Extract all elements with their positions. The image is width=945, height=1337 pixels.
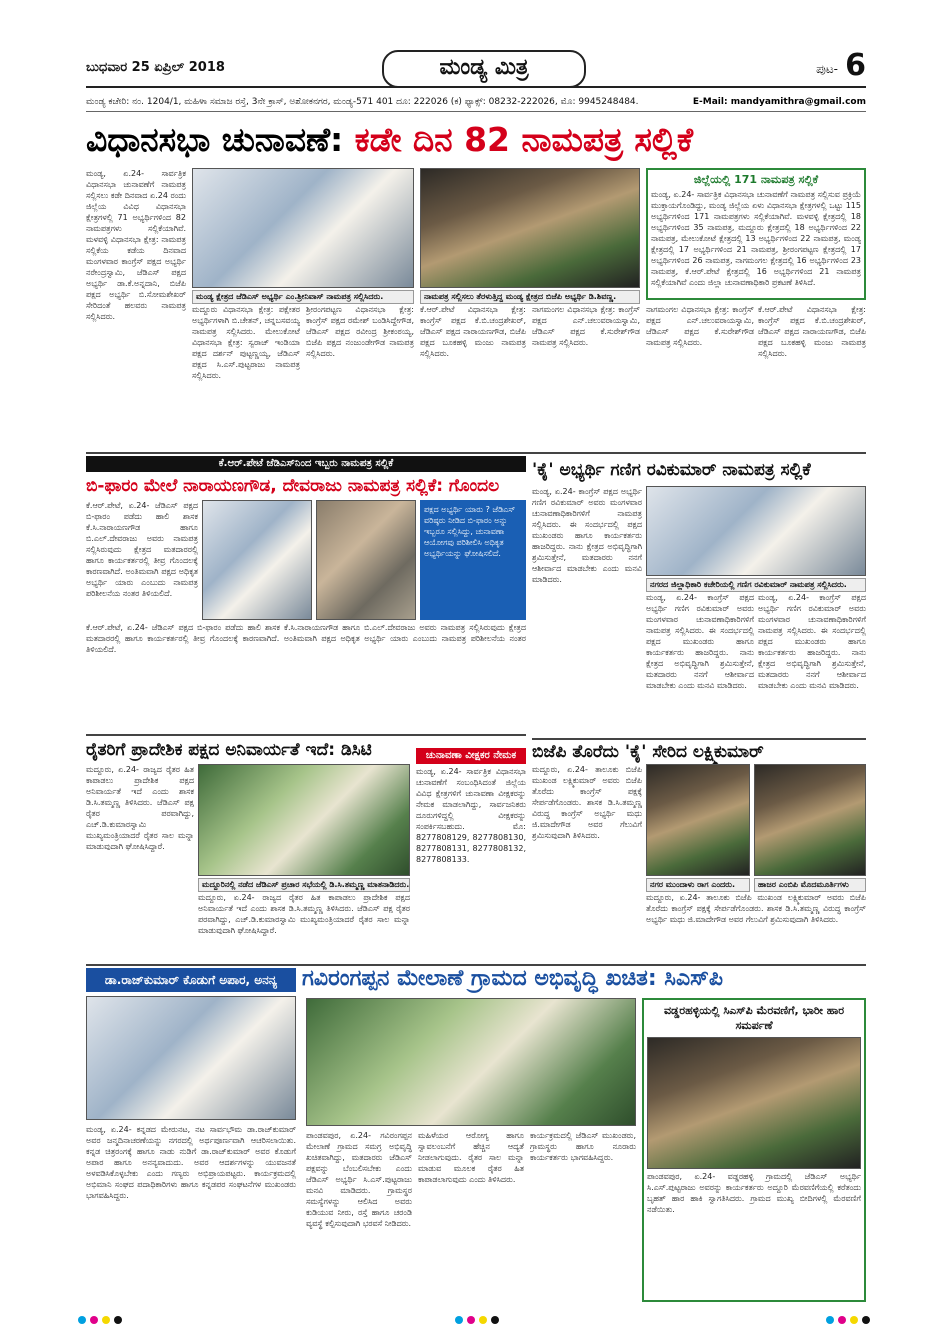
krpete-photo-2 [316,500,416,620]
registration-mark [491,1316,499,1324]
story1-col4: ಕೆ.ಆರ್.ಪೇಟೆ ವಿಧಾನಸಭಾ ಕ್ಷೇತ್ರ: ಕಾಂಗ್ರೆಸ್ ಪಕ್ಷದ ಕೆ.ಬಿ.ಚಂದ್ರಶೇಖರ್, ಜೆಡಿಎಸ್ ಪಕ್ಷದ ನಾರಾಯಣಗೌಡ, ಬಿಜೆಪಿ ಪಕ್ಷದ ಬೂಕಹಳ್ಳಿ ಮಂಜು ನಾಮಪತ್ರ ಸಲ್ಲಿಸಿದರು. [420,305,526,358]
story1-caption-2: ನಾಮಪತ್ರ ಸಲ್ಲಿಸಲು ತೆರಳುತ್ತಿದ್ದ ಮಂಡ್ಯ ಕ್ಷೇತ್ರದ ಬಿಜೆಪಿ ಅಭ್ಯರ್ಥಿ ಡಿ.ಶಿವಣ್ಣ. [420,290,640,304]
vaddarahalli-photo [647,1037,861,1169]
registration-mark [114,1316,122,1324]
newspaper-title: ಮಂಡ್ಯ ಮಿತ್ರ [382,50,586,88]
office-address-bar [86,94,866,112]
ravikumar-text-2: ಮಂಡ್ಯ, ಏ.24- ಕಾಂಗ್ರೆಸ್ ಪಕ್ಷದ ಅಭ್ಯರ್ಥಿ ಗಣಿಗ ರವಿಕುಮಾರ್ ಅವರು ಮಂಗಳವಾರ ಚುನಾವಣಾಧಿಕಾರಿಗಳಿಗೆ ನಾಮಪತ್ರ ಸಲ್ಲಿಸಿದರು. ಈ ಸಂದರ್ಭದಲ್ಲಿ ಪಕ್ಷದ ಮುಖಂಡರು ಹಾಗೂ ಕಾರ್ಯಕರ್ತರು ಹಾಜರಿದ್ದರು. ನಾನು ಕ್ಷೇತ್ರದ ಅಭಿವೃದ್ಧಿಗಾಗಿ ಶ್ರಮಿಸುತ್ತೇನೆ, ಮತದಾರರು ನನಗೆ ಆಶೀರ್ವಾದ ಮಾಡಬೇಕು ಎಂದು ಮನವಿ ಮಾಡಿದರು. [646,593,754,690]
story1-caption-1: ಮಂಡ್ಯ ಕ್ಷೇತ್ರದ ಜೆಡಿಎಸ್ ಅಭ್ಯರ್ಥಿ ಎಂ.ಶ್ರೀನಿವಾಸ್ ನಾಮಪತ್ರ ಸಲ್ಲಿಸಿದರು. [192,290,414,304]
email-address: E-Mail: mandyamithra@gmail.com [692,97,866,107]
main-headline [86,118,866,162]
rajkumar-text: ಮಂಡ್ಯ, ಏ.24- ಕನ್ನಡದ ಮೇರುನಟ, ನಟ ಸಾರ್ವಭೌಮ ಡಾ.ರಾಜ್‌ಕುಮಾರ್ ಅವರ ಜನ್ಮದಿನಾಚರಣೆಯನ್ನು ನಗರದಲ್ಲಿ ಅರ್ಥಪೂರ್ಣವಾಗಿ ಆಚರಿಸಲಾಯಿತು. ಕನ್ನಡ ಚಿತ್ರರಂಗಕ್ಕೆ ಹಾಗೂ ನಾಡು ನುಡಿಗೆ ಡಾ.ರಾಜ್‌ಕುಮಾರ್ ಅವರ ಕೊಡುಗೆ ಅಪಾರ ಹಾಗೂ ಅನನ್ಯವಾದುದು. ಅವರ ಆದರ್ಶಗಳನ್ನು ಯುವಜನತೆ ಅಳವಡಿಸಿಕೊಳ್ಳಬೇಕು ಎಂದು ಗಣ್ಯರು ಅಭಿಪ್ರಾಯಪಟ್ಟರು. ಕಾರ್ಯಕ್ರಮದಲ್ಲಿ ಅಭಿಮಾನಿ ಸಂಘದ ಪದಾಧಿಕಾರಿಗಳು ಹಾಗೂ ಕನ್ನಡಪರ ಸಂಘಟನೆಗಳ ಮುಖಂಡರು ಭಾಗವಹಿಸಿದ್ದರು. [86,1125,296,1200]
rajkumar-photo [86,996,296,1120]
dct-caption: ಮದ್ದೂರಿನಲ್ಲಿ ನಡೆದ ಜೆಡಿಎಸ್ ಪ್ರಚಾರ ಸಭೆಯಲ್ಲಿ ಡಿ.ಸಿ.ತಮ್ಮಣ್ಣ ಮಾತನಾಡಿದರು. [198,878,410,892]
vaddarahalli-headline: ವಡ್ಡರಹಳ್ಳಿಯಲ್ಲಿ ಸಿಎಸ್‌ಪಿ ಮೆರವಣಿಗೆ, ಭಾರೀ ಹಾರ ಸಮರ್ಪಣೆ [663,1004,845,1032]
vaddarahalli-text: ಪಾಂಡವಪುರ, ಏ.24- ವಡ್ಡರಹಳ್ಳಿ ಗ್ರಾಮದಲ್ಲಿ ಜೆಡಿಎಸ್ ಅಭ್ಯರ್ಥಿ ಸಿ.ಎಸ್.ಪುಟ್ಟರಾಜು ಅವರನ್ನು ಕಾರ್ಯಕರ್ತರು ಅದ್ದೂರಿ ಮೆರವಣಿಗೆಯಲ್ಲಿ ಕರೆತಂದು ಬೃಹತ್ ಹಾರ ಹಾಕಿ ಸ್ವಾಗತಿಸಿದರು. ಗ್ರಾಮದ ಮುಖ್ಯ ಬೀದಿಗಳಲ್ಲಿ ಮೆರವಣಿಗೆ ನಡೆಯಿತು. [647,1172,861,1214]
issue-date: ಬುಧವಾರ 25 ಏಪ್ರಿಲ್ 2018 [86,60,225,75]
district-box-title: ಜಿಲ್ಲೆಯಲ್ಲಿ 171 ನಾಮಪತ್ರ ಸಲ್ಲಿಕೆ [693,173,819,186]
csp-col3: ಕಾರ್ಯಕ್ರಮದಲ್ಲಿ ಜೆಡಿಎಸ್ ಮುಖಂಡರು, ಗ್ರಾಮಸ್ಥರು ಹಾಗೂ ನೂರಾರು ಕಾರ್ಯಕರ್ತರು ಭಾಗವಹಿಸಿದ್ದರು. [530,1131,636,1162]
csp-photo [306,998,636,1126]
registration-mark [838,1316,846,1324]
divider [86,734,526,736]
registration-mark [479,1316,487,1324]
registration-mark [90,1316,98,1324]
csp-col1: ಪಾಂಡವಪುರ, ಏ.24- ಗವಿರಂಗಪ್ಪನ ಮೇಲಾಣೆ ಗ್ರಾಮದ ಸಮಗ್ರ ಅಭಿವೃದ್ಧಿ ಖಚಿತವಾಗಿದ್ದು, ಮತದಾರರು ಜೆಡಿಎಸ್ ಪಕ್ಷವನ್ನು ಬೆಂಬಲಿಸಬೇಕು ಎಂದು ಜೆಡಿಎಸ್ ಅಭ್ಯರ್ಥಿ ಸಿ.ಎಸ್.ಪುಟ್ಟರಾಜು ಮನವಿ ಮಾಡಿದರು. ಗ್ರಾಮಸ್ಥರ ಸಮಸ್ಯೆಗಳನ್ನು ಆಲಿಸಿದ ಅವರು ಕುಡಿಯುವ ನೀರು, ರಸ್ತೆ ಹಾಗೂ ಚರಂಡಿ ವ್ಯವಸ್ಥೆ ಕಲ್ಪಿಸುವುದಾಗಿ ಭರವಸೆ ನೀಡಿದರು. [306,1131,412,1228]
krpete-kicker: ಕೆ.ಆರ್.ಪೇಟೆ ಜೆಡಿಎಸ್‌ನಿಂದ ಇಬ್ಬರು ನಾಮಪತ್ರ ಸಲ್ಲಿಕೆ [86,456,526,472]
dct-photo [198,764,410,876]
rajkumar-headline: ಡಾ.ರಾಜ್‌ಕುಮಾರ್ ಕೊಡುಗೆ ಅಪಾರ, ಅನನ್ಯ [86,968,296,992]
laxmikumar-photo-2 [754,764,866,876]
registration-mark [467,1316,475,1324]
observer-kicker: ಚುನಾವಣಾ ವೀಕ್ಷಕರ ನೇಮಕ [416,748,526,764]
headline-part2: ಕಡೇ ದಿನ 82 ನಾಮಪತ್ರ ಸಲ್ಲಿಕೆ [354,120,694,159]
vaddarahalli-box [642,998,866,1302]
headline-part1: ವಿಧಾನಸಭಾ ಚುನಾವಣೆ: [86,120,344,159]
csp-headline: ಗವಿರಂಗಪ್ಪನ ಮೇಲಾಣೆ ಗ್ರಾಮದ ಅಭಿವೃದ್ಧಿ ಖಚಿತ: ಸಿಎಸ್‌ಪಿ [302,966,724,991]
dct-headline: ರೈತರಿಗೆ ಪ್ರಾದೇಶಿಕ ಪಕ್ಷದ ಅನಿವಾರ್ಯತೆ ಇದೆ: ಡಿಸಿಟಿ [86,740,372,760]
registration-mark [455,1316,463,1324]
laxmikumar-caption-1: ನಗರ ಮುಂದಾಳು ರಾಗ ಎಂದರು. [646,878,750,892]
story1-col2: ಮದ್ದೂರು ವಿಧಾನಸಭಾ ಕ್ಷೇತ್ರ: ಪಕ್ಷೇತರ ಅಭ್ಯರ್ಥಿಗಳಾಗಿ ಬಿ.ಚೇತನ್, ಚನ್ನಬಸವಯ್ಯ ನಾಮಪತ್ರ ಸಲ್ಲಿಸಿದರು. ಮೇಲುಕೋಟೆ ವಿಧಾನಸಭಾ ಕ್ಷೇತ್ರ: ಸ್ವರಾಜ್ ಇಂಡಿಯಾ ಪಕ್ಷದ ದರ್ಶನ್ ಪುಟ್ಟಣ್ಣಯ್ಯ, ಜೆಡಿಎಸ್ ಪಕ್ಷದ ಸಿ.ಎಸ್.ಪುಟ್ಟರಾಜು ನಾಮಪತ್ರ ಸಲ್ಲಿಸಿದರು. [192,305,300,380]
csp-col2: ಮಹಿಳೆಯರ ಆರೋಗ್ಯ ಹಾಗೂ ಸ್ವಾವಲಂಬನೆಗೆ ಹೆಚ್ಚಿನ ಆದ್ಯತೆ ನೀಡಲಾಗುವುದು. ರೈತರ ಸಾಲ ಮನ್ನಾ ಮಾಡುವ ಮೂಲಕ ರೈತರ ಹಿತ ಕಾಪಾಡಲಾಗುವುದು ಎಂದು ತಿಳಿಸಿದರು. [418,1131,524,1184]
krpete-headline: ಬಿ-ಫಾರಂ ಮೇಲೆ ನಾರಾಯಣಗೌಡ, ದೇವರಾಜು ನಾಮಪತ್ರ ಸಲ್ಲಿಕೆ: ಗೊಂದಲ [86,476,500,496]
page-number: 6 [845,48,866,83]
story1-lead: ಮಂಡ್ಯ, ಏ.24- ಸಾರ್ವತ್ರಿಕ ವಿಧಾನಸಭಾ ಚುನಾವಣೆಗೆ ನಾಮಪತ್ರ ಸಲ್ಲಿಸಲು ಕಡೇ ದಿನವಾದ ಏ.24 ರಂದು ಜಿಲ್ಲೆಯ ವಿವಿಧ ವಿಧಾನಸಭಾ ಕ್ಷೇತ್ರಗಳಲ್ಲಿ 71 ಅಭ್ಯರ್ಥಿಗಳಿಂದ 82 ನಾಮಪತ್ರಗಳು ಸಲ್ಲಿಕೆಯಾಗಿವೆ. ಮಳವಳ್ಳಿ ವಿಧಾನಸಭಾ ಕ್ಷೇತ್ರ: ನಾಮಪತ್ರ ಸಲ್ಲಿಕೆಯ ಕಡೆಯ ದಿನವಾದ ಮಂಗಳವಾರ ಕಾಂಗ್ರೆಸ್ ಪಕ್ಷದ ಅಭ್ಯರ್ಥಿ ನರೇಂದ್ರಸ್ವಾಮಿ, ಜೆಡಿಎಸ್ ಪಕ್ಷದ ಅಭ್ಯರ್ಥಿ ಡಾ.ಕೆ.ಅನ್ನದಾನಿ, ಬಿಜೆಪಿ ಪಕ್ಷದ ಅಭ್ಯರ್ಥಿ ಬಿ.ಸೋಮಶೇಖರ್ ಸೇರಿದಂತೆ ಹಲವರು ನಾಮಪತ್ರ ಸಲ್ಲಿಸಿದರು. [86,169,186,321]
story1-col6: ನಾಗಮಂಗಲ ವಿಧಾನಸಭಾ ಕ್ಷೇತ್ರ: ಕಾಂಗ್ರೆಸ್ ಪಕ್ಷದ ಎನ್.ಚಲುವರಾಯಸ್ವಾಮಿ, ಜೆಡಿಎಸ್ ಪಕ್ಷದ ಕೆ.ಸುರೇಶ್‌ಗೌಡ ನಾಮಪತ್ರ ಸಲ್ಲಿಸಿದರು. [646,305,754,347]
district-summary-box [646,168,866,300]
laxmikumar-photo-1 [646,764,750,876]
registration-mark [102,1316,110,1324]
laxmikumar-text: ಮದ್ದೂರು, ಏ.24- ತಾಲೂಕು ಬಿಜೆಪಿ ಮುಖಂಡ ಲಕ್ಷ್ಮಿಕುಮಾರ್ ಅವರು ಬಿಜೆಪಿ ತೊರೆದು ಕಾಂಗ್ರೆಸ್ ಪಕ್ಷಕ್ಕೆ ಸೇರ್ಪಡೆಗೊಂಡರು. ಶಾಸಕ ಡಿ.ಸಿ.ತಮ್ಮಣ್ಣ ವಿರುದ್ಧ ಕಾಂಗ್ರೆಸ್ ಅಭ್ಯರ್ಥಿ ಮಧು ಜಿ.ಮಾದೇಗೌಡ ಅವರ ಗೆಲುವಿಗೆ ಶ್ರಮಿಸುವುದಾಗಿ ತಿಳಿಸಿದರು. [532,765,642,840]
ravikumar-text-3: ಮಂಡ್ಯ, ಏ.24- ಕಾಂಗ್ರೆಸ್ ಪಕ್ಷದ ಅಭ್ಯರ್ಥಿ ಗಣಿಗ ರವಿಕುಮಾರ್ ಅವರು ಮಂಗಳವಾರ ಚುನಾವಣಾಧಿಕಾರಿಗಳಿಗೆ ನಾಮಪತ್ರ ಸಲ್ಲಿಸಿದರು. ಈ ಸಂದರ್ಭದಲ್ಲಿ ಪಕ್ಷದ ಮುಖಂಡರು ಹಾಗೂ ಕಾರ್ಯಕರ್ತರು ಹಾಜರಿದ್ದರು. ನಾನು ಕ್ಷೇತ್ರದ ಅಭಿವೃದ್ಧಿಗಾಗಿ ಶ್ರಮಿಸುತ್ತೇನೆ, ಮತದಾರರು ನನಗೆ ಆಶೀರ್ವಾದ ಮಾಡಬೇಕು ಎಂದು ಮನವಿ ಮಾಡಿದರು. [758,593,866,690]
registration-mark [78,1316,86,1324]
ravikumar-headline: 'ಕೈ' ಅಭ್ಯರ್ಥಿ ಗಣಿಗ ರವಿಕುಮಾರ್ ನಾಮಪತ್ರ ಸಲ್ಲಿಕೆ [532,460,811,480]
story1-col7: ಕೆ.ಆರ್.ಪೇಟೆ ವಿಧಾನಸಭಾ ಕ್ಷೇತ್ರ: ಕಾಂಗ್ರೆಸ್ ಪಕ್ಷದ ಕೆ.ಬಿ.ಚಂದ್ರಶೇಖರ್, ಜೆಡಿಎಸ್ ಪಕ್ಷದ ನಾರಾಯಣಗೌಡ, ಬಿಜೆಪಿ ಪಕ್ಷದ ಬೂಕಹಳ್ಳಿ ಮಂಜು ನಾಮಪತ್ರ ಸಲ್ಲಿಸಿದರು. [758,305,866,358]
krpete-photo-1 [202,500,312,620]
krpete-text-1: ಕೆ.ಆರ್.ಪೇಟೆ, ಏ.24- ಜೆಡಿಎಸ್ ಪಕ್ಷದ ಬಿ-ಫಾರಂ ಪಡೆದು ಹಾಲಿ ಶಾಸಕ ಕೆ.ಸಿ.ನಾರಾಯಣಗೌಡ ಹಾಗೂ ಬಿ.ಎಲ್.ದೇವರಾಜು ಅವರು ನಾಮಪತ್ರ ಸಲ್ಲಿಸಿರುವುದು ಕ್ಷೇತ್ರದ ಮತದಾರರಲ್ಲಿ ಹಾಗೂ ಕಾರ್ಯಕರ್ತರಲ್ಲಿ ತೀವ್ರ ಗೊಂದಲಕ್ಕೆ ಕಾರಣವಾಗಿದೆ. ಅಂತಿಮವಾಗಿ ಪಕ್ಷದ ಅಧಿಕೃತ ಅಭ್ಯರ್ಥಿ ಯಾರು ಎಂಬುದು ನಾಮಪತ್ರ ಪರಿಶೀಲನೆಯ ನಂತರ ತಿಳಿಯಲಿದೆ. [86,501,198,598]
district-box-text: ಮಂಡ್ಯ, ಏ.24- ಸಾರ್ವತ್ರಿಕ ವಿಧಾನಸಭಾ ಚುನಾವಣೆಗೆ ನಾಮಪತ್ರ ಸಲ್ಲಿಸುವ ಪ್ರಕ್ರಿಯೆ ಮುಕ್ತಾಯಗೊಂಡಿದ್ದು, ಮಂಡ್ಯ ಜಿಲ್ಲೆಯ ಏಳು ವಿಧಾನಸಭಾ ಕ್ಷೇತ್ರಗಳಲ್ಲಿ ಒಟ್ಟು 115 ಅಭ್ಯರ್ಥಿಗಳಿಂದ 171 ನಾಮಪತ್ರಗಳು ಸಲ್ಲಿಕೆಯಾಗಿವೆ. ಮಳವಳ್ಳಿ ಕ್ಷೇತ್ರದಲ್ಲಿ 18 ಅಭ್ಯರ್ಥಿಗಳಿಂದ 35 ನಾಮಪತ್ರ, ಮದ್ದೂರು ಕ್ಷೇತ್ರದಲ್ಲಿ 18 ಅಭ್ಯರ್ಥಿಗಳಿಂದ 22 ನಾಮಪತ್ರ, ಮೇಲುಕೋಟೆ ಕ್ಷೇತ್ರದಲ್ಲಿ 13 ಅಭ್ಯರ್ಥಿಗಳಿಂದ 22 ನಾಮಪತ್ರ, ಮಂಡ್ಯ ಕ್ಷೇತ್ರದಲ್ಲಿ 17 ಅಭ್ಯರ್ಥಿಗಳಿಂದ 21 ನಾಮಪತ್ರ, ಶ್ರೀರಂಗಪಟ್ಟಣ ಕ್ಷೇತ್ರದಲ್ಲಿ 17 ಅಭ್ಯರ್ಥಿಗಳಿಂದ 26 ನಾಮಪತ್ರ, ನಾಗಮಂಗಲ ಕ್ಷೇತ್ರದಲ್ಲಿ 16 ಅಭ್ಯರ್ಥಿಗಳಿಂದ 23 ನಾಮಪತ್ರ, ಕೆ.ಆರ್.ಪೇಟೆ ಕ್ಷೇತ್ರದಲ್ಲಿ 16 ಅಭ್ಯರ್ಥಿಗಳಿಂದ 21 ನಾಮಪತ್ರ ಸಲ್ಲಿಕೆಯಾಗಿವೆ ಎಂದು ಜಿಲ್ಲಾ ಚುನಾವಣಾಧಿಕಾರಿ ಪ್ರಕಟಣೆ ತಿಳಿಸಿದೆ. [651,190,861,287]
registration-mark [826,1316,834,1324]
registration-mark [862,1316,870,1324]
story1-photo-1 [192,168,414,288]
page-label: ಪುಟ- [816,62,838,76]
laxmikumar-caption-2: ಹಾಜರ ಎಂಬಿಪಿ ಮೊದಮೂರ್ತಿಗಳು [754,878,866,892]
story1-photo-2 [420,168,640,288]
divider [86,452,866,454]
story1-col5: ನಾಗಮಂಗಲ ವಿಧಾನಸಭಾ ಕ್ಷೇತ್ರ: ಕಾಂಗ್ರೆಸ್ ಪಕ್ಷದ ಎನ್.ಚಲುವರಾಯಸ್ವಾಮಿ, ಜೆಡಿಎಸ್ ಪಕ್ಷದ ಕೆ.ಸುರೇಶ್‌ಗೌಡ ನಾಮಪತ್ರ ಸಲ್ಲಿಸಿದರು. [532,305,640,347]
krpete-text-2: ಕೆ.ಆರ್.ಪೇಟೆ, ಏ.24- ಜೆಡಿಎಸ್ ಪಕ್ಷದ ಬಿ-ಫಾರಂ ಪಡೆದು ಹಾಲಿ ಶಾಸಕ ಕೆ.ಸಿ.ನಾರಾಯಣಗೌಡ ಹಾಗೂ ಬಿ.ಎಲ್.ದೇವರಾಜು ಅವರು ನಾಮಪತ್ರ ಸಲ್ಲಿಸಿರುವುದು ಕ್ಷೇತ್ರದ ಮತದಾರರಲ್ಲಿ ಹಾಗೂ ಕಾರ್ಯಕರ್ತರಲ್ಲಿ ತೀವ್ರ ಗೊಂದಲಕ್ಕೆ ಕಾರಣವಾಗಿದೆ. ಅಂತಿಮವಾಗಿ ಪಕ್ಷದ ಅಧಿಕೃತ ಅಭ್ಯರ್ಥಿ ಯಾರು ಎಂಬುದು ನಾಮಪತ್ರ ಪರಿಶೀಲನೆಯ ನಂತರ ತಿಳಿಯಲಿದೆ. [86,623,526,654]
krpete-info-box: ಪಕ್ಷದ ಅಭ್ಯರ್ಥಿ ಯಾರು ? ಜೆಡಿಎಸ್ ವರಿಷ್ಠರು ನೀಡಿದ ಬಿ-ಫಾರಂ ಅನ್ನು ಇಬ್ಬರೂ ಸಲ್ಲಿಸಿದ್ದು, ಚುನಾವಣಾ ಆಯೋಗವು ಪರಿಶೀಲಿಸಿ ಅಧಿಕೃತ ಅಭ್ಯರ್ಥಿಯನ್ನು ಘೋಷಿಸಲಿದೆ. [420,500,526,620]
ravikumar-photo [646,486,866,576]
dct-text: ಮದ್ದೂರು, ಏ.24- ರಾಜ್ಯದ ರೈತರ ಹಿತ ಕಾಪಾಡಲು ಪ್ರಾದೇಶಿಕ ಪಕ್ಷದ ಅನಿವಾರ್ಯತೆ ಇದೆ ಎಂದು ಶಾಸಕ ಡಿ.ಸಿ.ತಮ್ಮಣ್ಣ ತಿಳಿಸಿದರು. ಜೆಡಿಎಸ್ ಪಕ್ಷ ರೈತರ ಪರವಾಗಿದ್ದು, ಎಚ್.ಡಿ.ಕುಮಾರಸ್ವಾಮಿ ಮುಖ್ಯಮಂತ್ರಿಯಾದರೆ ರೈತರ ಸಾಲ ಮನ್ನಾ ಮಾಡುವುದಾಗಿ ಘೋಷಿಸಿದ್ದಾರೆ. [86,765,194,851]
masthead [86,48,866,88]
ravikumar-text: ಮಂಡ್ಯ, ಏ.24- ಕಾಂಗ್ರೆಸ್ ಪಕ್ಷದ ಅಭ್ಯರ್ಥಿ ಗಣಿಗ ರವಿಕುಮಾರ್ ಅವರು ಮಂಗಳವಾರ ಚುನಾವಣಾಧಿಕಾರಿಗಳಿಗೆ ನಾಮಪತ್ರ ಸಲ್ಲಿಸಿದರು. ಈ ಸಂದರ್ಭದಲ್ಲಿ ಪಕ್ಷದ ಮುಖಂಡರು ಹಾಗೂ ಕಾರ್ಯಕರ್ತರು ಹಾಜರಿದ್ದರು. ನಾನು ಕ್ಷೇತ್ರದ ಅಭಿವೃದ್ಧಿಗಾಗಿ ಶ್ರಮಿಸುತ್ತೇನೆ, ಮತದಾರರು ನನಗೆ ಆಶೀರ್ವಾದ ಮಾಡಬೇಕು ಎಂದು ಮನವಿ ಮಾಡಿದರು. [532,487,642,584]
observer-text: ಮಂಡ್ಯ, ಏ.24- ಸಾರ್ವತ್ರಿಕ ವಿಧಾನಸಭಾ ಚುನಾವಣೆಗೆ ಸಂಬಂಧಿಸಿದಂತೆ ಜಿಲ್ಲೆಯ ವಿವಿಧ ಕ್ಷೇತ್ರಗಳಿಗೆ ಚುನಾವಣಾ ವೀಕ್ಷಕರನ್ನು ನೇಮಕ ಮಾಡಲಾಗಿದ್ದು, ಸಾರ್ವಜನಿಕರು ದೂರುಗಳಿದ್ದಲ್ಲಿ ವೀಕ್ಷಕರನ್ನು ಸಂಪರ್ಕಿಸಬಹುದು. ಮೊ: 8277808129, 8277808130, 8277808131, 8277808132, 8277808133. [416,767,526,864]
dct-text-2: ಮದ್ದೂರು, ಏ.24- ರಾಜ್ಯದ ರೈತರ ಹಿತ ಕಾಪಾಡಲು ಪ್ರಾದೇಶಿಕ ಪಕ್ಷದ ಅನಿವಾರ್ಯತೆ ಇದೆ ಎಂದು ಶಾಸಕ ಡಿ.ಸಿ.ತಮ್ಮಣ್ಣ ತಿಳಿಸಿದರು. ಜೆಡಿಎಸ್ ಪಕ್ಷ ರೈತರ ಪರವಾಗಿದ್ದು, ಎಚ್.ಡಿ.ಕುಮಾರಸ್ವಾಮಿ ಮುಖ್ಯಮಂತ್ರಿಯಾದರೆ ರೈತರ ಸಾಲ ಮನ್ನಾ ಮಾಡುವುದಾಗಿ ಘೋಷಿಸಿದ್ದಾರೆ. [198,893,410,935]
laxmikumar-text-2: ಮದ್ದೂರು, ಏ.24- ತಾಲೂಕು ಬಿಜೆಪಿ ಮುಖಂಡ ಲಕ್ಷ್ಮಿಕುಮಾರ್ ಅವರು ಬಿಜೆಪಿ ತೊರೆದು ಕಾಂಗ್ರೆಸ್ ಪಕ್ಷಕ್ಕೆ ಸೇರ್ಪಡೆಗೊಂಡರು. ಶಾಸಕ ಡಿ.ಸಿ.ತಮ್ಮಣ್ಣ ವಿರುದ್ಧ ಕಾಂಗ್ರೆಸ್ ಅಭ್ಯರ್ಥಿ ಮಧು ಜಿ.ಮಾದೇಗೌಡ ಅವರ ಗೆಲುವಿಗೆ ಶ್ರಮಿಸುವುದಾಗಿ ತಿಳಿಸಿದರು. [646,893,866,924]
story1-col3: ಶ್ರೀರಂಗಪಟ್ಟಣ ವಿಧಾನಸಭಾ ಕ್ಷೇತ್ರ: ಕಾಂಗ್ರೆಸ್ ಪಕ್ಷದ ರಮೇಶ್ ಬಂಡಿಸಿದ್ದೇಗೌಡ, ಜೆಡಿಎಸ್ ಪಕ್ಷದ ರವೀಂದ್ರ ಶ್ರೀಕಂಠಯ್ಯ, ಬಿಜೆಪಿ ಪಕ್ಷದ ನಂಜುಂಡೇಗೌಡ ನಾಮಪತ್ರ ಸಲ್ಲಿಸಿದರು. [306,305,414,358]
ravikumar-caption: ನಗರದ ಜಿಲ್ಲಾಧಿಕಾರಿ ಕಚೇರಿಯಲ್ಲಿ ಗಣಿಗ ರವಿಕುಮಾರ್ ನಾಮಪತ್ರ ಸಲ್ಲಿಸಿದರು. [646,578,866,592]
office-address: ಮಂಡ್ಯ ಕಚೇರಿ: ನಂ. 1204/1, ಮಹಿಳಾ ಸಮಾಜ ರಸ್ತೆ, 3ನೇ ಕ್ರಾಸ್, ಅಶೋಕನಗರ, ಮಂಡ್ಯ-571 401 ದೂ: 222026 (ಕ) ಫ್ಯಾಕ್ಸ್: 08232-222026, ಮೊ: 9945248484. [86,97,639,107]
registration-mark [850,1316,858,1324]
laxmikumar-headline: ಬಿಜೆಪಿ ತೊರೆದು 'ಕೈ' ಸೇರಿದ ಲಕ್ಷ್ಮಿಕುಮಾರ್ [532,738,866,764]
